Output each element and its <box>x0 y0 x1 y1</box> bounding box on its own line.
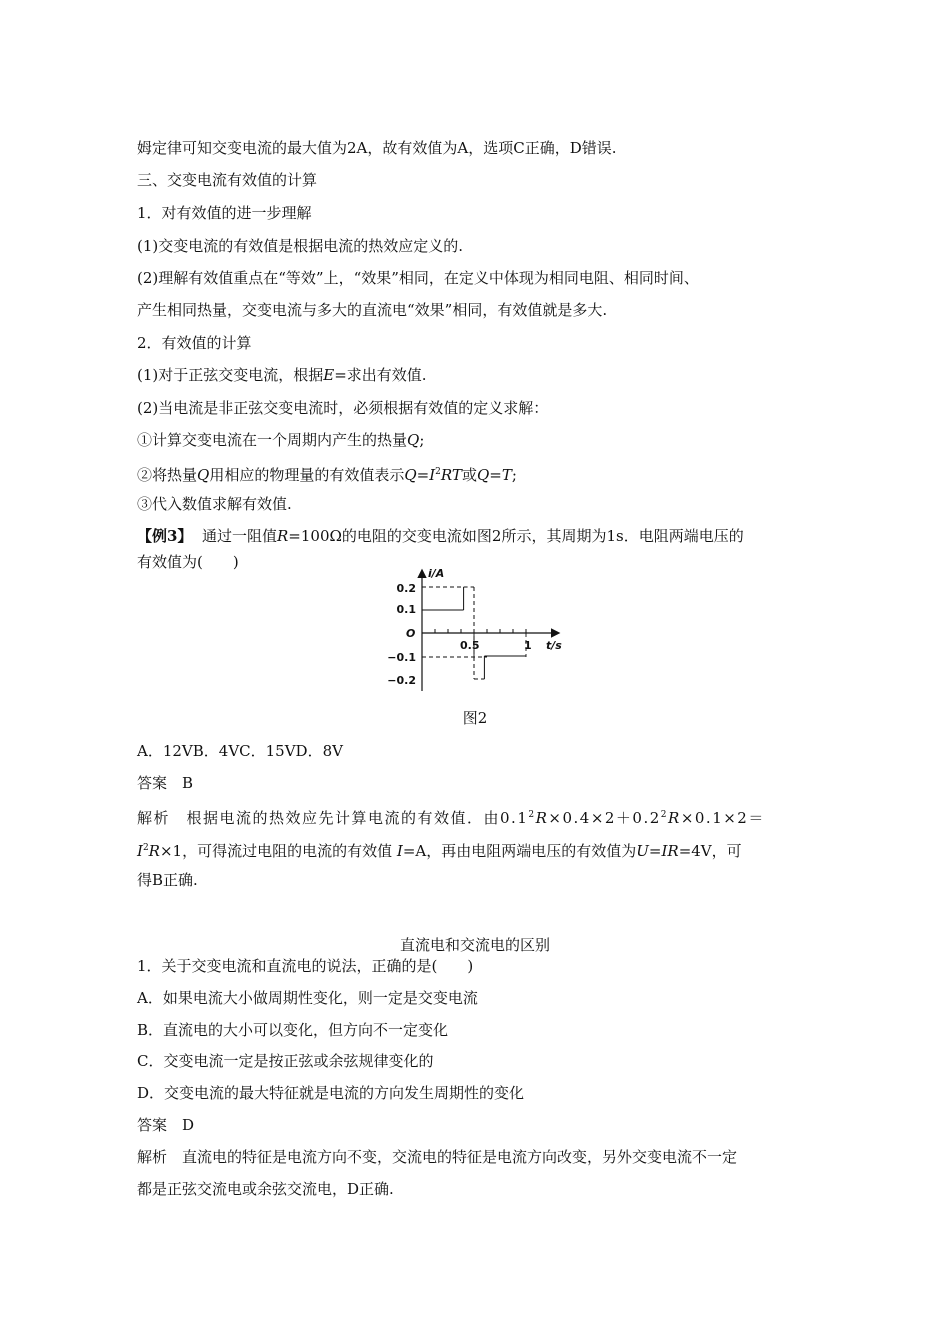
explanation-1-b: 都是正弦交流电或余弦交流电，D正确. <box>137 1180 394 1198</box>
exp3-a: 解析 根据电流的热效应先计算电流的有效值．由0.1 <box>137 809 529 827</box>
s2-p5: ③代入数值求解有效值. <box>137 495 292 513</box>
s2-p4-m: ; <box>511 466 517 484</box>
s2-p4-d: Q <box>404 466 417 484</box>
options: A．12VB．4VC．15VD．8V <box>137 742 343 760</box>
example-3 <box>137 526 744 546</box>
option-c: C．交变电流一定是按正弦或余弦规律变化的 <box>137 1052 434 1070</box>
option-a: A．如果电流大小做周期性变化，则一定是交变电流 <box>137 989 478 1007</box>
s2-p4-j: Q <box>476 466 490 484</box>
s2-p1-var: E <box>323 366 335 384</box>
exp3-b-text: ×1，可得流过电阻的电流的有效值 <box>159 842 393 860</box>
exp3-a-sup: 2 <box>528 810 536 820</box>
explanation-3-b <box>137 838 742 861</box>
s1-p2a: (2)理解有效值重点在“等效”上，“效果”相同，在定义中体现为相同电阻、相同时间、 <box>137 269 699 287</box>
s1-p2b: 产生相同热量，交变电流与多大的直流电“效果”相同，有效值就是多大. <box>137 301 608 319</box>
s2-p4-g: 2 <box>435 467 441 477</box>
s2-p1-pre: (1)对于正弦交变电流，根据 <box>137 366 324 384</box>
s2-p4-l: T <box>501 466 512 484</box>
exp3-b-end: =4V，可 <box>678 842 742 860</box>
s2-p4-i: 或 <box>461 466 477 484</box>
exp3-a-end: ×0.1×2＝ <box>680 809 765 827</box>
exp3-a-r2: R <box>668 809 681 827</box>
s2-title: 2．有效值的计算 <box>137 334 252 352</box>
exp3-b-eq: = <box>648 842 662 860</box>
s2-p3-pre: ①计算交变电流在一个周期内产生的热量 <box>137 431 408 449</box>
exp3-b-ir: IR <box>661 842 679 860</box>
ex3-var: R <box>277 527 289 545</box>
exp3-b-sup: 2 <box>142 843 149 853</box>
s2-p4-a: ②将热量 <box>137 466 198 484</box>
s2-p1 <box>137 365 427 385</box>
exp3-b-text2: =A，再由电阻两端电压的有效值为 <box>402 842 637 860</box>
question-1: 1．关于交变电流和直流电的说法，正确的是( ) <box>137 957 474 975</box>
y-axis-label: i/A <box>428 567 445 580</box>
exp3-b-i2: I <box>396 842 403 860</box>
exp3-b-i: I <box>137 842 143 860</box>
y-tick-0.1: 0.1 <box>396 603 416 616</box>
top-line: 姆定律可知交变电流的最大值为2A，故有效值为A，选项C正确，D错误. <box>137 139 617 157</box>
s2-p2: (2)当电流是非正弦交变电流时，必须根据有效值的定义求解： <box>137 399 549 417</box>
ex3-b: =100Ω的电阻的交变电流如图2所示，其周期为1s．电阻两端电压的 <box>288 527 744 545</box>
s1-title: 1．对有效值的进一步理解 <box>137 204 312 222</box>
s2-p4-c: 用相应的物理量的有效值表示 <box>209 466 405 484</box>
s2-p1-post: =求出有效值. <box>334 366 427 384</box>
x-axis-label: t/s <box>546 639 562 652</box>
exp3-a-mid: ×0.4×2＋0.2 <box>548 809 661 827</box>
ex3-c: 有效值为( ) <box>137 553 239 571</box>
option-d: D．交变电流的最大特征就是电流的方向发生周期性的变化 <box>137 1084 525 1102</box>
explanation-3-a <box>137 805 765 828</box>
exp3-a-sup2: 2 <box>660 810 669 820</box>
current-waveform-chart <box>366 563 566 693</box>
s2-p4-b: Q <box>197 466 210 484</box>
option-b: B．直流电的大小可以变化，但方向不一定变化 <box>137 1021 449 1039</box>
exp3-a-r: R <box>535 809 549 827</box>
y-tick-0.2: 0.2 <box>396 582 416 595</box>
s1-p1: (1)交变电流的有效值是根据电流的热效应定义的. <box>137 237 464 255</box>
explanation-1-a: 解析 直流电的特征是电流方向不变，交流电的特征是电流方向改变，另外交变电流不一定 <box>137 1148 738 1166</box>
answer-1: 答案 D <box>137 1116 195 1134</box>
exp3-b-r: R <box>148 842 160 860</box>
x-tick-0.5: 0.5 <box>460 639 480 652</box>
example-tag: 【例3】 <box>137 527 193 545</box>
s2-p4-e: = <box>416 466 430 484</box>
ex3-a: 通过一阻值 <box>201 527 277 545</box>
subtitle: 直流电和交流电的区别 <box>399 936 550 954</box>
s2-p3 <box>137 430 424 450</box>
s2-p3-post: ; <box>419 431 425 449</box>
x-tick-1: 1 <box>524 639 532 652</box>
s2-p4 <box>137 462 517 485</box>
section-title: 三、交变电流有效值的计算 <box>137 171 318 189</box>
exp3-b-u: U <box>636 842 649 860</box>
s2-p4-k: = <box>489 466 502 484</box>
s2-p3-var: Q <box>407 431 420 449</box>
origin-label: O <box>406 627 416 640</box>
y-tick-minus-0.1: −0.1 <box>387 651 416 664</box>
answer-3: 答案 B <box>137 774 194 792</box>
figure-caption: 图2 <box>462 709 488 727</box>
y-tick-minus-0.2: −0.2 <box>387 674 416 687</box>
s2-p4-h: RT <box>440 466 462 484</box>
explanation-3-c: 得B正确. <box>137 871 198 889</box>
s2-p4-f: I <box>429 466 436 484</box>
